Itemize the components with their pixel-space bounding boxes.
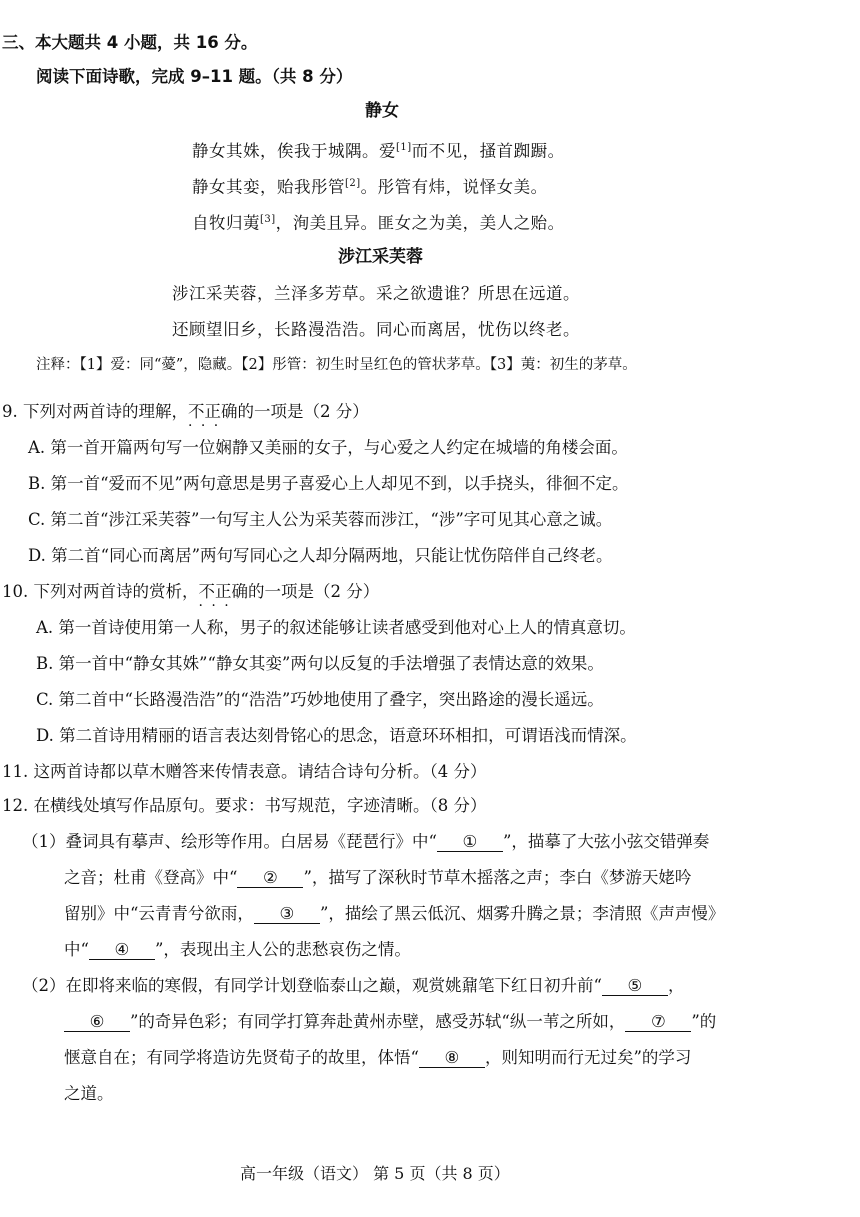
poem1-line3-a: 自牧归荑 bbox=[192, 213, 260, 233]
q12-part1-line2 bbox=[64, 867, 691, 889]
q11-stem: 11. 这两首诗都以草木赠答来传情表意。请结合诗句分析。（4 分） bbox=[2, 762, 487, 781]
q10-stem bbox=[2, 581, 379, 603]
q12-p2-l2-c: ”的 bbox=[691, 1012, 717, 1031]
q12-p2-l2-b: ”的奇异色彩；有同学打算奔赴黄州赤壁，感受苏轼“纵一苇之所如， bbox=[130, 1012, 626, 1031]
q12-part1-line1 bbox=[22, 831, 709, 853]
q9-option-d: D. 第二首“同心而离居”两句写同心之人却分隔两地，只能让忧伤陪伴自己终老。 bbox=[28, 546, 613, 565]
q12-p1-l1-b: ”，描摹了大弦小弦交错弹奏 bbox=[502, 832, 710, 851]
annotation-notes: 注释：【1】爱：同“薆”，隐藏。【2】彤管：初生时呈红色的管状茅草。【3】荑：初生的茅草。 bbox=[36, 357, 637, 373]
q12-p2-l3-b: ，则知明而行无过矣”的学习 bbox=[484, 1048, 692, 1067]
q12-part2-line3 bbox=[64, 1047, 691, 1069]
fill-blank-7[interactable]: ⑦ bbox=[625, 1012, 691, 1032]
poem1-line2 bbox=[192, 173, 548, 199]
fill-blank-6[interactable]: ⑥ bbox=[64, 1012, 130, 1032]
q12-p1-l2-b: ”，描写了深秋时节草木摇落之声；李白《梦游天姥吟 bbox=[303, 868, 692, 887]
poem2-title: 涉江采芙蓉 bbox=[338, 247, 423, 267]
fill-blank-1[interactable]: ① bbox=[437, 832, 503, 852]
poem1-line3-b: ，洵美且异。匪女之为美，美人之贻。 bbox=[275, 213, 565, 233]
poem1-line2-a: 静女其娈，贻我彤管 bbox=[192, 177, 345, 197]
q12-part2-line2 bbox=[64, 1011, 716, 1033]
q9-option-b: B. 第一首“爱而不见”两句意思是男子喜爱心上人却见不到，以手挠头，徘徊不定。 bbox=[28, 474, 629, 493]
q10-option-d: D. 第二首诗用精丽的语言表达刻骨铭心的思念，语意环环相扣，可谓语浅而情深。 bbox=[36, 726, 637, 745]
fill-blank-5[interactable]: ⑤ bbox=[602, 976, 668, 996]
q10-emphasis: 不正确 · · · bbox=[199, 582, 249, 601]
q12-p1-l2-a: 之音；杜甫《登高》中“ bbox=[64, 868, 238, 887]
q10-option-b: B. 第一首中“静女其姝”“静女其娈”两句以反复的手法增强了表情达意的效果。 bbox=[36, 654, 604, 673]
q12-p2-l1-b: ， bbox=[667, 976, 685, 995]
fill-blank-4[interactable]: ④ bbox=[89, 940, 155, 960]
q9-stem-b: 的一项是（2 分） bbox=[237, 402, 369, 421]
q12-p1-l4-a: 中“ bbox=[64, 940, 89, 959]
q9-stem-a: 9. 下列对两首诗的理解， bbox=[2, 402, 188, 421]
q12-stem: 12. 在横线处填写作品原句。要求：书写规范，字迹清晰。（8 分） bbox=[2, 796, 487, 815]
q12-part1-line3 bbox=[64, 903, 724, 925]
poem1-line1-a: 静女其姝，俟我于城隅。爱 bbox=[192, 141, 396, 161]
q12-part2-line4: 之道。 bbox=[64, 1084, 114, 1103]
q12-p1-l3-a: 留别》中“云青青兮欲雨， bbox=[64, 904, 254, 923]
q9-option-c: C. 第二首“涉江采芙蓉”一句写主人公为采芙蓉而涉江，“涉”字可见其心意之诚。 bbox=[28, 510, 613, 529]
poem1-line2-b: 。彤管有炜，说怿女美。 bbox=[360, 177, 548, 197]
q12-part1-line4 bbox=[64, 939, 411, 961]
q9-emphasis: 不正确 · · · bbox=[188, 402, 238, 421]
poem2-line2: 还顾望旧乡，长路漫浩浩。同心而离居，忧伤以终老。 bbox=[172, 320, 580, 339]
section-header: 三、本大题共 4 小题，共 16 分。 bbox=[2, 33, 258, 52]
poem1-line1-b: 而不见，搔首踟蹰。 bbox=[411, 141, 565, 161]
q9-stem bbox=[2, 401, 369, 423]
reading-instruction: 阅读下面诗歌，完成 9–11 题。（共 8 分） bbox=[36, 67, 353, 86]
q10-option-a: A. 第一首诗使用第一人称，男子的叙述能够让读者感受到他对心上人的情真意切。 bbox=[36, 618, 636, 637]
q12-part2-line1 bbox=[22, 975, 684, 997]
q10-stem-a: 10. 下列对两首诗的赏析， bbox=[2, 582, 199, 601]
q9-option-a: A. 第一首开篇两句写一位娴静又美丽的女子，与心爱之人约定在城墙的角楼会面。 bbox=[28, 438, 628, 457]
fill-blank-8[interactable]: ⑧ bbox=[419, 1048, 485, 1068]
q12-p1-l3-b: ”，描绘了黑云低沉、烟雾升腾之景；李清照《声声慢》 bbox=[319, 904, 725, 923]
poem1-line3 bbox=[192, 209, 565, 235]
poem1-line1 bbox=[192, 137, 565, 163]
q10-stem-b: 的一项是（2 分） bbox=[248, 582, 380, 601]
poem1-title: 静女 bbox=[365, 101, 399, 121]
q12-p2-l3-a: 惬意自在；有同学将造访先贤荀子的故里，体悟“ bbox=[64, 1048, 419, 1067]
footnote-ref-2: [2] bbox=[345, 178, 361, 189]
q10-option-c: C. 第二首中“长路漫浩浩”的“浩浩”巧妙地使用了叠字，突出路途的漫长遥远。 bbox=[36, 690, 604, 709]
page-footer: 高一年级（语文） 第 5 页（共 8 页） bbox=[240, 1164, 510, 1183]
q12-p1-l4-b: ”，表现出主人公的悲愁哀伤之情。 bbox=[154, 940, 411, 959]
footnote-ref-1: [1] bbox=[396, 142, 412, 153]
fill-blank-2[interactable]: ② bbox=[237, 868, 303, 888]
q12-p2-l1-a: （2）在即将来临的寒假，有同学计划登临泰山之巅，观赏姚鼐笔下红日初升前“ bbox=[22, 976, 602, 995]
poem2-line1: 涉江采芙蓉，兰泽多芳草。采之欲遗谁？所思在远道。 bbox=[172, 284, 580, 303]
footnote-ref-3: [3] bbox=[260, 214, 276, 225]
fill-blank-3[interactable]: ③ bbox=[254, 904, 320, 924]
q12-p1-l1-a: （1）叠词具有摹声、绘形等作用。白居易《琵琶行》中“ bbox=[22, 832, 437, 851]
